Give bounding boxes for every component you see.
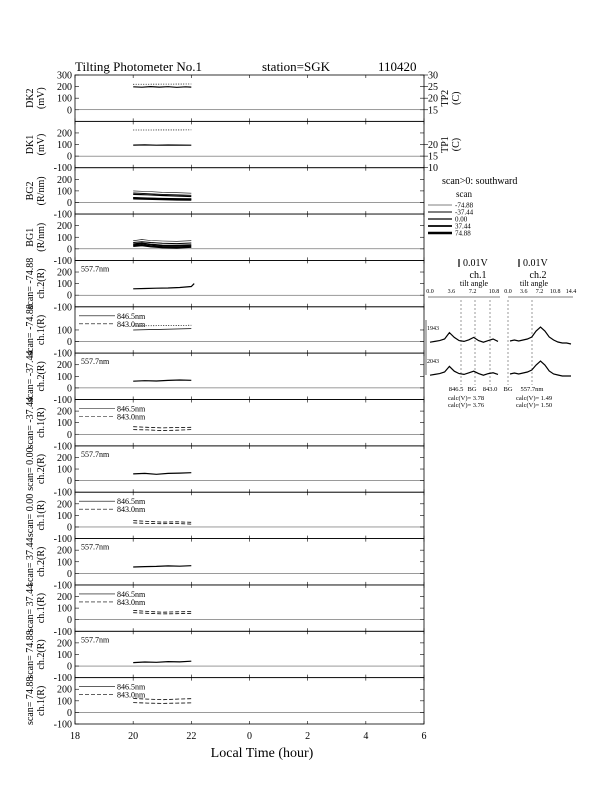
series-line [133,380,191,381]
right-axis-label [440,136,462,153]
y-axis-label [25,447,47,490]
band-label: 846.5 [448,386,464,393]
scale-label: 0.01V [523,258,548,269]
panel [25,214,424,267]
panel [25,446,424,499]
y-axis-label [25,223,47,252]
right-axis-label-line: TP1 [440,136,451,153]
calc-ch2-label: calc(V)= 1.49 [516,395,553,402]
scan-legend-label: -37.44 [455,208,474,217]
y-tick-label: 100 [57,603,72,615]
y-axis-label [25,87,47,109]
scan-legend-label: 37.44 [455,222,471,231]
y-axis-label-line: scan= -37.44 [25,396,36,449]
ch2-tilt-tick-label: 7.2 [535,289,544,295]
y-tick-label: 0 [67,337,72,349]
y-tick-label: 100 [57,557,72,569]
panel-group [25,71,462,731]
y-tick-label: -100 [53,163,72,175]
y-axis-label-line: scan= -37.44 [25,350,36,403]
scan-legend-label: 0.00 [455,215,468,224]
panel-frame [75,631,424,677]
legend-label: 843.0nm [117,319,146,329]
wavelength-label: 557.7nm [81,357,110,367]
panel [25,397,424,453]
y-axis-label-line: ch.2(R) [36,453,47,485]
y-tick-label: -100 [53,534,72,546]
y-tick-label: 200 [57,174,72,186]
y-axis-label-line: ch.1(R) [36,685,47,716]
series-line [133,523,191,524]
ch2-title: ch.2 [529,270,547,281]
panel [25,350,424,406]
y-tick-label: -100 [53,441,72,453]
series-line [133,521,191,523]
y-tick-label: 200 [57,82,72,94]
right-tick-label: 10 [428,163,438,175]
y-axis-label-line: ch.2(R) [36,361,47,392]
y-tick-label: 200 [57,592,72,604]
x-tick-label: 18 [70,731,80,742]
panel [25,255,424,314]
y-tick-label: -100 [53,302,72,314]
y-axis-label-line: BG2 [25,181,36,201]
right-tick-label: 25 [428,82,438,94]
y-tick-label: 100 [57,279,72,291]
y-tick-label: 0 [67,244,72,256]
y-tick-label: 200 [57,221,72,233]
series-line [133,566,191,567]
y-tick-label: 300 [57,70,72,82]
ch2-tilt-tick-label: 10.8 [550,289,561,295]
ch2-tilt-angle-label: tilt angle [519,279,549,288]
wavelength-label: 557.7nm [81,264,110,274]
y-axis-label-line: (mV) [36,87,47,110]
x-tick-label: 22 [186,731,197,742]
series-line [133,329,191,330]
profile-ch1 [430,333,498,343]
y-axis-label-line: BG1 [25,227,36,247]
y-tick-label: 100 [57,418,72,430]
y-tick-label: 100 [57,325,72,337]
y-tick-label: 200 [57,545,72,557]
calc-ch1-label: calc(V)= 3.76 [448,402,485,409]
y-tick-label: 0 [67,568,72,580]
legend-label: 843.0nm [117,690,146,700]
scan-legend-label: 74.88 [455,229,471,238]
profile-ch1 [430,366,498,375]
y-tick-label: 100 [57,649,72,661]
y-tick-label: 0 [67,661,72,673]
y-tick-label: -100 [53,626,72,638]
panel-frame [75,353,424,399]
right-tick-label: 15 [428,151,438,163]
y-axis-label-line: scan= 74.88 [25,630,36,679]
legend-label: 846.5nm [117,497,146,507]
y-tick-label: 0 [67,290,72,302]
legend-label: 846.5nm [117,589,146,599]
y-tick-label: 0 [67,429,72,441]
y-axis-label-line: ch.2(R) [36,546,47,577]
right-axis-label-line: (C) [451,137,462,152]
y-axis-label-line: (R/nm) [36,176,47,206]
ch1-tilt-tick-label: 0.0 [426,289,434,295]
y-tick-label: -100 [53,719,72,731]
series-line [133,430,191,431]
y-axis-label-line: scan= -74.88 [25,257,36,310]
wavelength-label: 557.7nm [81,635,110,645]
panel [25,538,424,592]
y-axis-label-line: scan= -74.88 [25,304,36,356]
panel [25,492,424,545]
right-axis-label [440,90,462,107]
y-axis-label [25,258,47,310]
y-axis-label [25,677,47,725]
y-tick-label: 200 [57,128,72,140]
x-tick-label: 20 [128,731,139,742]
y-axis-label [25,134,47,156]
band-label: 557.7nm [520,386,544,393]
legend-label: 843.0nm [117,505,146,515]
wavelength-label: 557.7nm [81,542,110,552]
x-tick-label: 4 [363,731,369,742]
y-axis-label [25,630,47,678]
y-tick-label: 100 [57,186,72,198]
panel-frame [75,75,424,121]
x-tick-label: 6 [421,731,427,742]
y-axis-label-line: scan= 0.00 [25,493,36,538]
y-axis-label [25,494,47,537]
y-tick-label: 100 [57,140,72,152]
ch1-tilt-tick-label: 10.8 [488,289,500,295]
y-tick-label: 0 [67,476,72,488]
y-tick-label: 0 [67,522,72,534]
series-line [133,613,191,614]
y-tick-label: 200 [57,638,72,650]
x-axis-label: Local Time (hour) [210,746,314,761]
series-line [133,661,191,662]
y-axis-label-line: (R/nm) [36,222,47,252]
ch2-tilt-tick-label: 3.6 [520,289,528,295]
band-label: BG [503,386,513,393]
y-tick-label: 200 [57,267,72,279]
y-axis-label-line: (mV) [36,133,47,156]
panel-frame [75,260,424,306]
y-tick-label: -100 [53,348,72,360]
x-tick-label: 2 [305,731,311,742]
right-axis-label-line: TP2 [440,89,451,107]
y-axis-label-line: DK1 [25,134,36,155]
legend-label: 846.5nm [117,311,146,321]
band-label: 843.0 [482,386,498,393]
scan-direction-note: scan>0: southward [442,176,518,187]
panel-frame [75,168,424,214]
y-axis-label-line: scan= 74.88 [25,676,36,726]
panel-frame [75,121,424,167]
y-tick-label: -100 [53,395,72,406]
y-tick-label: 0 [67,105,72,117]
scan-legend-title: scan [456,189,472,199]
calc-ch1-label: calc(V)= 3.78 [448,395,485,402]
y-tick-label: -100 [53,255,72,267]
y-axis-label [25,584,47,632]
y-axis-label-line: ch.2(R) [36,268,47,299]
y-axis-label-line: DK2 [25,88,36,108]
series-line [133,198,191,199]
y-tick-label: 0 [67,197,72,209]
side-legend [426,176,576,409]
right-tick-label: 15 [428,105,438,117]
calc-ch2-label: calc(V)= 1.50 [516,402,553,409]
figure-title: Tilting Photometer No.1 [75,59,203,74]
ch1-tilt-tick-label: 7.2 [468,289,477,295]
y-tick-label: -100 [53,487,72,499]
right-tick-label: 20 [428,140,438,152]
y-tick-label: 0 [67,707,72,719]
right-tick-label: 30 [428,70,438,82]
y-axis-label-line: ch.1(R) [36,407,47,438]
panel [25,630,424,684]
panel [25,121,462,174]
panel-frame [75,539,424,585]
y-axis-label-line: ch.2(R) [36,639,47,670]
series-line [133,87,191,88]
x-axis [70,731,427,742]
right-tick-label: 20 [428,93,438,105]
panel-frame [75,446,424,492]
y-axis-label [25,350,47,402]
y-tick-label: 0 [67,383,72,395]
y-tick-label: 100 [57,696,72,708]
series-line [133,191,191,193]
profile-time-label: 1943 [427,326,439,332]
date-label: 110420 [378,59,417,74]
y-axis-label-line: ch.1(R) [36,314,47,346]
y-tick-label: 100 [57,93,72,105]
ch1-title: ch.1 [469,270,487,281]
y-tick-label: -100 [53,673,72,685]
y-tick-label: 100 [57,371,72,383]
y-tick-label: 200 [57,360,72,372]
legend-label: 846.5nm [117,682,146,692]
ch2-tilt-tick-label: 0.0 [504,289,512,295]
y-tick-label: -100 [53,209,72,221]
series-line [133,240,191,242]
scan-legend-label: -74.88 [455,201,474,210]
y-axis-label [25,538,47,586]
ch2-tilt-tick-label: 14.4 [565,289,577,295]
profile-ch2 [510,361,571,376]
y-tick-label: 200 [57,452,72,464]
y-tick-label: 200 [57,406,72,418]
ch1-tilt-angle-label: tilt angle [459,279,489,288]
y-tick-label: 200 [57,684,72,696]
legend-label: 846.5nm [117,404,146,414]
scale-label: 0.01V [463,258,488,269]
y-axis-label-line: ch.1(R) [36,592,47,624]
y-tick-label: 100 [57,464,72,476]
series-line [133,473,191,475]
series-line [133,427,191,428]
panel [25,677,424,731]
profile-ch2 [510,327,571,344]
band-label: BG [467,386,477,393]
series-line [133,284,194,289]
panel-frame [75,214,424,260]
right-axis-label-line: (C) [451,91,462,105]
y-tick-label: 100 [57,510,72,522]
legend-label: 843.0nm [117,597,146,607]
ch1-tilt-tick-label: 3.6 [447,289,456,295]
profile-time-label: 2043 [427,359,439,365]
y-tick-label: 200 [57,499,72,511]
legend-label: 843.0nm [117,412,146,422]
series-line [133,610,191,612]
y-axis-label-line: scan= 0.00 [25,447,36,491]
x-tick-label: 0 [247,731,252,742]
wavelength-label: 557.7nm [81,449,110,459]
y-tick-label: -100 [53,580,72,592]
y-tick-label: 0 [67,615,72,627]
panel [25,168,424,221]
y-axis-label-line: scan= 37.44 [25,537,36,586]
y-axis-label-line: scan= 37.44 [25,583,36,633]
y-axis-label [25,176,47,205]
y-tick-label: 100 [57,232,72,244]
y-axis-label-line: ch.1(R) [36,500,47,531]
series-line [133,703,191,704]
y-axis-label [25,304,47,356]
panel [25,71,462,122]
station-label: station=SGK [262,59,331,74]
panel [25,304,424,360]
y-tick-label: 0 [67,151,72,163]
y-axis-label [25,397,47,449]
panel [25,584,424,638]
